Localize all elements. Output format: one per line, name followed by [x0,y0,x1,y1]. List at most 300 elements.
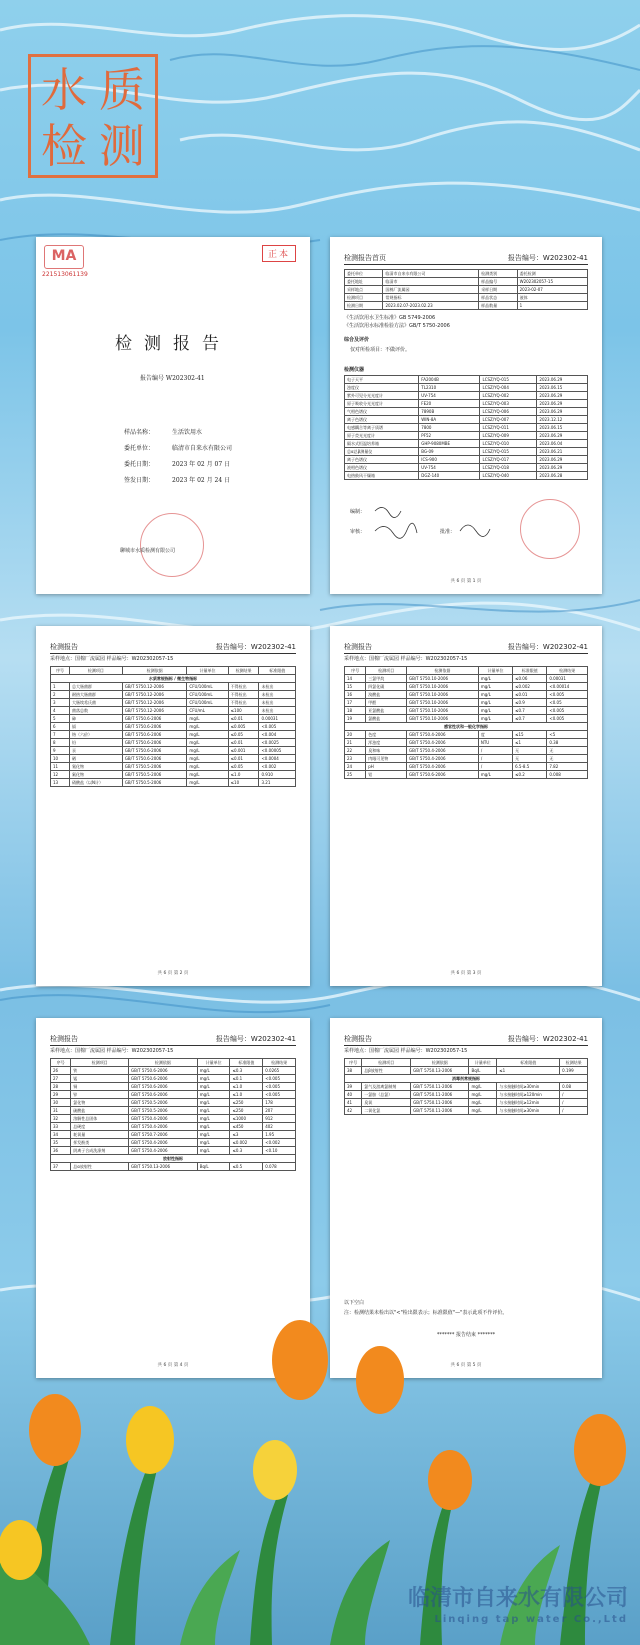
header-row [51,667,296,675]
table-cell: 三氯甲烷 [366,675,407,683]
table-cell: GB/T 5750.4-2006 [406,747,478,755]
table-cell: 0.008 [547,771,588,779]
table-cell: 36 [51,1147,71,1155]
table-cell: GB/T 5750.10-2006 [406,699,478,707]
date-value: 2023 年 02 月 07 日 [172,461,231,468]
table-cell: 检测项目 [366,667,407,675]
table-cell: mg/L [478,699,512,707]
table-cell: 41 [345,1099,362,1107]
table-cell: ≤0.05 [228,731,259,739]
data-row [345,707,588,715]
table-cell: ≤3 [230,1131,263,1139]
table-cell: 2023.06.04 [537,440,588,448]
table-cell: ≤0.002 [513,683,547,691]
table-cell: LCSZ/YQ-003 [480,400,537,408]
table-cell: <0.005 [263,1083,296,1091]
data-row [345,683,588,691]
table-cell: 19 [345,715,366,723]
table-cell: 912 [263,1115,296,1123]
table-cell: 紫外可见分光光度计 [345,392,419,400]
table-cell: 离子色谱仪 [345,416,419,424]
table-cell: 检测项目 [71,1059,129,1067]
tulip-flower [356,1346,404,1414]
table-cell: 采样日期 [479,286,517,294]
table-cell: 耐热大肠菌群 [70,691,123,699]
table-cell: GHP-9080MBE [419,440,480,448]
table-cell: mg/L [187,755,228,763]
table-cell: mg/L [197,1139,230,1147]
client-value: 临清市自来水有限公司 [172,445,233,452]
table-cell: GB/T 5750.4-2006 [128,1123,197,1131]
table-cell: 7 [51,731,70,739]
table-cell: / [560,1099,588,1107]
table-cell: 氯酸盐 [366,715,407,723]
table-cell: LCSZ/YQ-015 [480,448,537,456]
table-cell: 2023.02.07-2023.02.23 [383,302,479,310]
table-cell: GB/T 5750.12-2006 [122,707,187,715]
table-cell: GB/T 5750.10-2006 [406,707,478,715]
table-cell: ≤0.3 [230,1067,263,1075]
table-cell: 25 [345,771,366,779]
issuer-name: 聊城市水质检测有限公司 [120,548,176,554]
table-cell: 0.00031 [259,715,296,723]
original-copy-stamp: 正本 [262,245,296,262]
report-page-2 [36,626,310,986]
table-cell: 委托地址 [345,278,383,286]
table-cell: <0.005 [547,707,588,715]
table-cell: mg/L [478,715,512,723]
table-cell: 硒 [70,755,123,763]
table-cell: 32 [51,1115,71,1123]
table-cell: 6 [51,723,70,731]
table-cell: 气相色谱仪 [345,408,419,416]
table-cell: FA2004B [419,376,480,384]
table-cell: ≤0.06 [513,675,547,683]
table-cell: mg/L [478,771,512,779]
table-cell: 1 [51,683,70,691]
tulip-flower [29,1394,81,1466]
table-cell: 24 [345,763,366,771]
table-cell: 二氧化氯 [362,1107,411,1115]
table-cell: <0.0025 [259,739,296,747]
table-cell: LCSZ/YQ-010 [480,440,537,448]
table-cell: GB/T 5750.11-2006 [411,1107,469,1115]
data-row [345,755,588,763]
report-number: 报告编号：W202302-41 [507,643,588,651]
table-cell: 氰化物 [70,763,123,771]
table-cell: 检测结果 [560,1059,588,1067]
table-cell: 检测依据 [122,667,187,675]
table-cell: 未检出 [259,699,296,707]
conclusion-text: 仅对所检项目：不做评价。 [350,347,411,353]
table-cell: 计量单位 [469,1059,497,1067]
note: 注：检测结果未检出以"<"检出限表示；标准限值"—"表示此项不作评价。 [344,1310,508,1316]
page-title: 检测报告 [50,643,78,651]
table-cell: mg/L [197,1147,230,1155]
table-cell: 色度 [366,731,407,739]
table-cell: ≤0.01 [228,755,259,763]
sample-meta: 采样地点：国棉厂流属园 样品编号：W202302057-15 [344,656,468,662]
table-cell: 2 [51,691,70,699]
data-row [51,1139,296,1147]
issue-value: 2023 年 02 月 24 日 [172,477,231,484]
table-cell: 样品状态 [479,294,517,302]
table-cell: GB/T 5750.4-2006 [128,1139,197,1147]
equipment-table [344,375,588,480]
table-cell: 检测项目 [70,667,123,675]
tulip-flower [126,1406,174,1474]
info-row [345,302,588,310]
table-cell: ICS-900 [419,456,480,464]
table-cell: 阴离子合成洗涤剂 [71,1147,129,1155]
table-cell: 电子天平 [345,376,419,384]
table-cell: GB/T 5750.10-2006 [406,715,478,723]
info-row [345,278,588,286]
table-cell: GB/T 5750.6-2006 [122,755,187,763]
table-cell: 大肠埃希氏菌 [70,699,123,707]
table-cell: 31 [51,1107,71,1115]
date-label: 委托日期： [124,461,155,468]
method-text: 《生活饮用水标准检验方法》GB/T 5750-2006 [344,323,450,329]
table-cell: 电热鼓风干燥箱 [345,472,419,480]
equipment-row [345,392,588,400]
table-cell: 浑浊度 [366,739,407,747]
equipment-row [345,424,588,432]
table-cell: GB/T 5750.4-2006 [128,1147,197,1155]
table-cell: 无 [513,747,547,755]
table-cell: 不得检出 [228,683,259,691]
data-row [51,1123,296,1131]
data-row [345,731,588,739]
table-cell: 无 [513,755,547,763]
table-cell: GB/T 5750.5-2006 [128,1107,197,1115]
table-cell: mg/L [197,1083,230,1091]
table-cell: mg/L [469,1099,497,1107]
table-cell: ≤0.01 [228,715,259,723]
equipment-row [345,384,588,392]
table-cell: 207 [263,1107,296,1115]
table-cell: 不得检出 [228,699,259,707]
table-cell: mg/L [197,1091,230,1099]
table-cell: 2023.06.29 [537,400,588,408]
table-cell: 29 [51,1091,71,1099]
table-cell: / [478,763,512,771]
report-end: ******* 报告结束 ******* [436,1332,496,1338]
table-cell: 镉 [70,723,123,731]
table-cell: 菌落总数 [70,707,123,715]
table-cell: GB/T 5750.11-2006 [411,1083,469,1091]
report-first-page [330,237,602,594]
table-cell: ≤0.005 [228,723,259,731]
table-cell: 耗氧量 [71,1131,129,1139]
table-cell: 2023.06.29 [537,464,588,472]
table-cell: 液相色谱仪 [345,464,419,472]
title-char: 检 [41,119,87,173]
table-cell: CFU/mL [187,707,228,715]
table-cell: LCSZ/YQ-040 [480,472,537,480]
page-footer: 共 6 页 第 4 页 [157,1363,189,1368]
equipment-title: 检测仪器 [344,367,365,373]
table-cell: 氯气及游离氯制剂 [362,1083,411,1091]
table-cell: ≤0.001 [228,747,259,755]
table-cell: GB/T 5750.6-2006 [128,1083,197,1091]
issue-label: 签发日期： [124,477,155,484]
table-cell: 检测结果 [228,667,259,675]
table-cell: <0.05 [547,699,588,707]
table-cell: 检测结果 [263,1059,296,1067]
report-cover-page [36,237,310,594]
table-cell: mg/L [187,747,228,755]
table-cell: 20 [345,731,366,739]
table-cell: 隔水式恒温培养箱 [345,440,419,448]
table-cell: 34 [51,1131,71,1139]
table-cell: mg/L [187,763,228,771]
table-cell: mg/L [469,1083,497,1091]
data-row [345,1107,588,1115]
table-cell: UV-754 [419,464,480,472]
table-cell: 国棉厂流属园 [383,286,479,294]
equipment-row [345,408,588,416]
standard-text: 《生活饮用水卫生标准》GB 5749-2006 [344,315,436,321]
table-cell: 采样地点 [345,286,383,294]
table-cell: 4 [51,707,70,715]
title-char: 测 [99,119,145,173]
table-cell: FE20 [419,400,480,408]
signature-image [370,501,530,541]
table-cell: 液体 [517,294,587,302]
table-cell: NTU [478,739,512,747]
table-cell: GB/T 5750.10-2006 [406,675,478,683]
table-cell: <0.005 [263,1091,296,1099]
table-cell: GB/T 5750.5-2006 [122,763,187,771]
table-cell: 总α放射性 [71,1163,129,1171]
report-page-3 [330,626,602,986]
table-cell: LCSZ/YQ-017 [480,456,537,464]
table-cell: 7890B [419,408,480,416]
table-cell: <0.005 [263,1075,296,1083]
table-cell: Bq/L [469,1067,497,1075]
table-cell: 总α总β测量仪 [345,448,419,456]
table-cell: 序号 [345,667,366,675]
table-cell: 1 [517,302,587,310]
table-cell: 计量单位 [478,667,512,675]
data-row [51,1115,296,1123]
table-cell: ≤0.5 [230,1163,263,1171]
table-cell: 检测结果 [547,667,588,675]
table-cell: 总大肠菌群 [70,683,123,691]
table-cell: 402 [263,1123,296,1131]
table-cell: ≤1.0 [230,1091,263,1099]
table-cell: 未检出 [259,683,296,691]
table-cell: mg/L [197,1107,230,1115]
table-cell: ≤1 [513,739,547,747]
table-cell: 无 [547,747,588,755]
table-cell: 2023.06.29 [537,392,588,400]
table-cell: 标准限值 [497,1059,560,1067]
table-cell: ≤0.01 [513,691,547,699]
table-cell: ≤250 [230,1107,263,1115]
data-row [345,739,588,747]
watermark-cn: 临清市自来水有限公司 [407,1586,628,1611]
table-cell: 原子荧光光度计 [345,432,419,440]
table-cell: 0.0265 [263,1067,296,1075]
results-table [50,666,296,787]
table-cell: ≤0.1 [230,1075,263,1083]
table-cell: 17 [345,699,366,707]
table-cell: 肉眼可见物 [366,755,407,763]
sign-compile: 编制： [350,509,366,515]
page-title: 检测报告首页 [344,254,386,262]
table-cell: 33 [51,1123,71,1131]
table-cell: GB/T 5750.13-2006 [128,1163,197,1171]
table-cell: <0.002 [259,763,296,771]
report-number: 报告编号：W202302-41 [215,1035,296,1043]
data-row [51,1075,296,1083]
section-title: 消毒剂常规指标 [345,1075,588,1083]
page-footer: 共 6 页 第 1 页 [450,579,482,584]
header-row [51,1059,296,1067]
table-cell: TL2310 [419,384,480,392]
data-row [345,1091,588,1099]
table-cell: CFU/100mL [187,691,228,699]
table-cell: GB/T 5750.4-2006 [406,739,478,747]
table-cell: ≤0.7 [513,715,547,723]
table-cell: mg/L [197,1123,230,1131]
table-cell: mg/L [187,731,228,739]
report-number: 报告编号：W202302-41 [507,254,588,262]
table-cell: GB/T 5750.6-2006 [122,747,187,755]
table-cell: 2023.12.12 [537,416,588,424]
data-row [51,1107,296,1115]
table-cell: ≤1000 [230,1115,263,1123]
table-cell: 铁 [71,1067,129,1075]
table-cell: 未检出 [259,707,296,715]
equipment-row [345,472,588,480]
table-cell: 2023.06.15 [537,424,588,432]
table-cell: GB/T 5750.5-2006 [128,1099,197,1107]
table-cell: 浊度仪 [345,384,419,392]
table-cell: 0.199 [560,1067,588,1075]
table-cell: 四氯化碳 [366,683,407,691]
table-cell: 挥发酚类 [71,1139,129,1147]
table-cell: DGZ-140 [419,472,480,480]
data-row [51,747,296,755]
equipment-row [345,464,588,472]
table-cell: 与水接触时间≥30min [497,1107,560,1115]
table-cell: 0.078 [263,1163,296,1171]
sample-meta: 采样地点：国棉厂流属园 样品编号：W202302057-15 [50,1048,174,1054]
page-footer: 共 6 页 第 3 页 [450,971,482,976]
data-row [51,739,296,747]
title-char: 质 [99,63,145,117]
equipment-row [345,376,588,384]
table-cell: 委托检测 [517,270,587,278]
table-cell: 8 [51,739,70,747]
table-cell: 30 [51,1099,71,1107]
table-cell: 度 [478,731,512,739]
table-cell: 检测项目 [345,294,383,302]
table-cell: 检测依据 [406,667,478,675]
table-cell: 检测依据 [128,1059,197,1067]
table-cell: mg/L [197,1131,230,1139]
data-row [345,763,588,771]
data-row [51,1083,296,1091]
data-row [345,699,588,707]
table-cell: mg/L [469,1107,497,1115]
equipment-row [345,416,588,424]
table-cell: 检测日期 [345,302,383,310]
tulip-flower [272,1320,328,1400]
tulip-flower [0,1520,42,1580]
table-cell: 0.08 [560,1083,588,1091]
table-cell: 臭氧 [362,1099,411,1107]
table-cell: 2023.06.21 [537,448,588,456]
page-footer: 共 6 页 第 2 页 [157,971,189,976]
data-row [51,691,296,699]
table-cell: ≤0.05 [228,763,259,771]
table-cell: GB/T 5750.6-2006 [128,1091,197,1099]
sample-label: 样品名称： [124,429,155,436]
table-cell: 38 [345,1067,362,1075]
header-row [345,667,588,675]
table-cell: ≤1 [497,1067,560,1075]
report-number: 报告编号 W202302-41 [140,375,205,382]
table-cell: LCSZ/YQ-011 [480,424,537,432]
table-cell: GB/T 5750.5-2006 [122,779,187,787]
data-row [345,715,588,723]
table-cell: 2023.06.15 [537,384,588,392]
table-cell: ≤0.002 [230,1139,263,1147]
table-cell: 铜 [71,1083,129,1091]
table-cell: WIN-8A [419,416,480,424]
table-cell: 汞 [70,747,123,755]
table-cell: 2023.06.29 [537,432,588,440]
table-cell: <0.002 [263,1139,296,1147]
table-cell: 标准限值 [259,667,296,675]
table-cell: GB/T 5750.10-2006 [406,683,478,691]
table-cell: GB/T 5750.5-2006 [122,771,187,779]
table-cell: 溶解性总固体 [71,1115,129,1123]
table-cell: 18 [345,707,366,715]
table-cell: 6.5-8.5 [513,763,547,771]
table-cell: 不得检出 [228,691,259,699]
table-cell: 7.82 [547,763,588,771]
table-cell: 硝酸盐（以N计） [70,779,123,787]
table-cell: LCSZ/YQ-007 [480,416,537,424]
equipment-row [345,448,588,456]
table-cell: 16 [345,691,366,699]
table-cell: ≤0.9 [513,699,547,707]
results-table [344,666,588,779]
table-cell: 13 [51,779,70,787]
sample-meta: 采样地点：国棉厂流属园 样品编号：W202302057-15 [50,656,174,662]
company-seal [140,513,204,577]
table-cell: mg/L [187,771,228,779]
data-row [51,723,296,731]
table-cell: LCSZ/YQ-004 [480,384,537,392]
table-cell: / [560,1107,588,1115]
table-cell: 锌 [71,1091,129,1099]
report-number: 报告编号：W202302-41 [507,1035,588,1043]
table-cell: <0.005 [547,691,588,699]
report-number: 报告编号：W202302-41 [215,643,296,651]
table-cell: 标准限值 [230,1059,263,1067]
table-cell: LCSZ/YQ-006 [480,408,537,416]
table-cell: 检测项目 [362,1059,411,1067]
table-cell: GB/T 5750.4-2006 [406,755,478,763]
table-cell: GB/T 5750.6-2006 [406,771,478,779]
table-cell: LCSZ/YQ-009 [480,432,537,440]
